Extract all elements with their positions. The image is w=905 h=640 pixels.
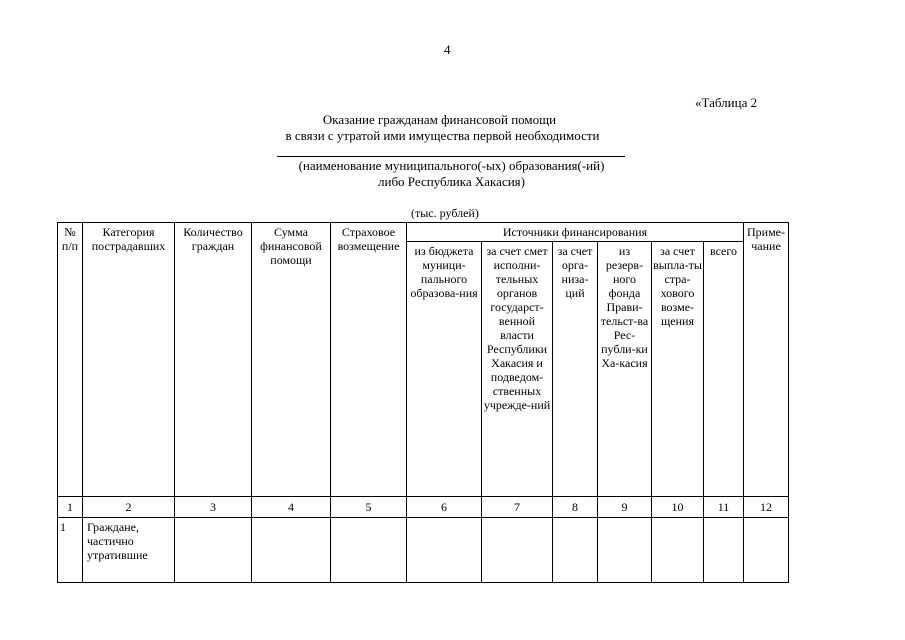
fill-in-line (277, 156, 625, 157)
header-source-insurance: за счет выпла-ты стра-хового возме-щения (652, 242, 704, 497)
column-number: 5 (331, 497, 407, 518)
column-number: 4 (252, 497, 331, 518)
column-number: 8 (553, 497, 598, 518)
municipality-caption (0, 158, 905, 190)
municipality-caption-line-2: либо Республика Хакасия) (378, 174, 525, 189)
table-cell (252, 518, 331, 583)
header-source-reserve: из резерв-ного фонда Прави-тельст-ва Рес-публи-ки Ха-касия (598, 242, 652, 497)
column-number-row (58, 497, 789, 518)
header-category: Категория пострадавших (83, 223, 175, 497)
table-cell (598, 518, 652, 583)
document-title (0, 112, 905, 144)
table-cell (553, 518, 598, 583)
column-number: 7 (482, 497, 553, 518)
page-number: 4 (444, 42, 451, 57)
table-cell (331, 518, 407, 583)
units-label: (тыс. рублей) (411, 206, 479, 220)
column-number: 3 (175, 497, 252, 518)
column-number: 1 (58, 497, 83, 518)
header-source-municipal: из бюджета муници-пального образова-ния (407, 242, 482, 497)
header-num: № п/п (58, 223, 83, 497)
header-sources: Источники финансирования (407, 223, 744, 242)
header-source-executive: за счет смет исполни-тельных органов государст-венной власти Республики Хакасия и подведом-ственных учрежде-ний (482, 242, 553, 497)
header-source-organizations: за счет орга-низа-ций (553, 242, 598, 497)
table-cell (744, 518, 789, 583)
header-row-1 (58, 223, 789, 242)
table-cell (652, 518, 704, 583)
header-count: Количество граждан (175, 223, 252, 497)
aid-table (57, 222, 789, 583)
table-cell (175, 518, 252, 583)
table-row (58, 518, 789, 583)
column-number: 10 (652, 497, 704, 518)
column-number: 9 (598, 497, 652, 518)
table-cell (704, 518, 744, 583)
table-cell (482, 518, 553, 583)
title-line-2: в связи с утратой ими имущества первой необходимости (285, 128, 600, 143)
header-sum: Сумма финансовой помощи (252, 223, 331, 497)
header-source-total: всего (704, 242, 744, 497)
title-line-1: Оказание гражданам финансовой помощи (322, 112, 557, 127)
column-number: 2 (83, 497, 175, 518)
header-note: Приме-чание (744, 223, 789, 497)
header-insurance: Страховое возмещение (331, 223, 407, 497)
column-number: 11 (704, 497, 744, 518)
row-num: 1 (58, 518, 83, 583)
column-number: 12 (744, 497, 789, 518)
municipality-caption-line-1: (наименование муниципального(-ых) образования(-ий) (298, 158, 605, 173)
table-reference: «Таблица 2 (695, 95, 758, 110)
table-cell (407, 518, 482, 583)
column-number: 6 (407, 497, 482, 518)
row-category: Граждане, частично утратившие (83, 518, 175, 583)
